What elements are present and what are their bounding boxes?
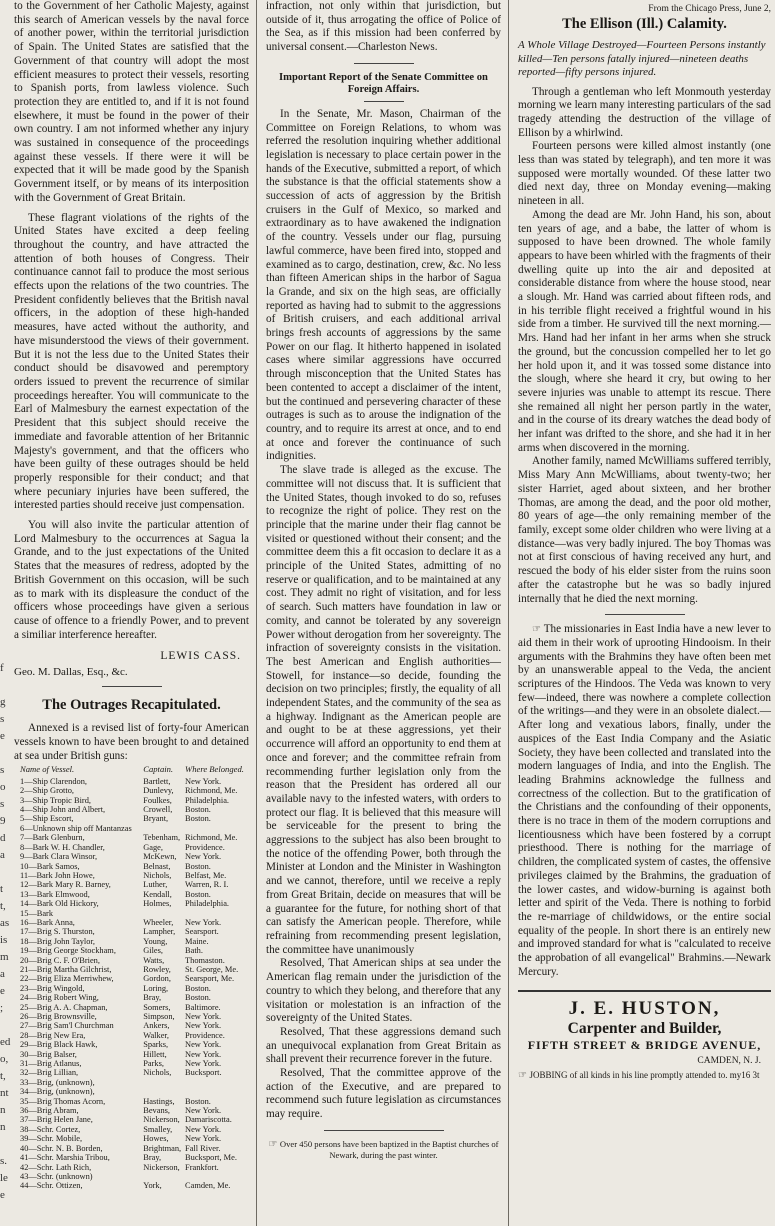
vessel-home-port — [185, 909, 250, 918]
margin-letter: e — [0, 1189, 5, 1201]
margin-letter: d — [0, 832, 6, 844]
margin-letter: t, — [0, 1070, 6, 1082]
margin-letter: a — [0, 968, 5, 980]
ellison-heading: The Ellison (Ill.) Calamity. — [562, 16, 727, 32]
margin-letter: nt — [0, 1087, 9, 1099]
margin-letter: s. — [0, 1155, 8, 1167]
vessel-name: 31—Brig Atlanus, — [20, 1059, 82, 1069]
vessels-table-header — [20, 763, 250, 776]
margin-letter: o, — [0, 1053, 9, 1065]
vessel-row — [20, 796, 250, 805]
vessel-captain: McKewn, — [143, 852, 177, 862]
vessel-row — [20, 843, 250, 852]
margin-letter: e — [0, 730, 5, 742]
vessel-name: 26—Brig Brownsville, — [20, 1012, 97, 1022]
pointer-hand-icon: ☞ — [532, 624, 544, 636]
vessel-row — [20, 946, 250, 955]
outrages-intro: Annexed is a revised list of forty-four American vessels known to have been brought to and detained at sea under British guns: — [14, 722, 249, 762]
source-line: From the Chicago Press, June 2, — [648, 4, 771, 14]
vessel-name: 29—Brig Black Hawk, — [20, 1040, 98, 1050]
continued-paragraph: infraction, not only within that jurisdiction, but outside of it, thus arrogating the office of Police of the Sea, as if this mission had been conferred by universal consent.—Charleston News. — [266, 0, 501, 54]
vessel-row — [20, 1125, 250, 1134]
vessel-home-port: Philadelphia. — [185, 795, 230, 805]
report-resolution: Resolved, That these aggressions demand such an unequivocal explanation from Great Britain as shall prevent their recurrence forever in the future. — [266, 1025, 501, 1066]
margin-letter: g — [0, 696, 6, 708]
vessel-name: 38—Schr. Cortez, — [20, 1124, 81, 1134]
margin-letter: m — [0, 951, 9, 963]
margin-letter: n — [0, 1121, 6, 1133]
column-rule-1 — [256, 0, 257, 1226]
missionaries-paragraph — [518, 623, 771, 979]
vessel-captain: Bryant, — [143, 814, 169, 824]
missionaries-text: The missionaries in East India have a new lever to aid them in their work of uprooting Hindooism. In their arguments with the Brahmins they have often been met by an unanswerable appeal to the Veda, the ancient scriptures of the Hindoos. The Veda was known to very few—indeed, there was nowhere a complete collection of the writings—and they were in an obsolete dialect.—After long and vexatious labors, finally, under the auspices of the East India Company and the Asiatic Society, they have been collected and translated into the modern languages of India, and into the English. The leading Brahmins acknowledge the fullness and correctness of the collection. But to the gratification of the Christians and the confounding of their opponents, there is no trace in them of the modern corruptions and licentiousness which have been fostered by a corrupt priesthood. There is nothing for the marriage of children, the complicated system of castes, the offensive privileges claimed by the Brahmins, the graduation of the lower castes, and widow-burning is against both letter and spirit of the Veda. There is nothing to forbid the re-marriage of childwidows, or the entire social equality of the people. In short there is an entirely new and improved standard for what is "calculated to receive the approbation of all evangelical" Brahmins.—Newark Mercury. — [518, 623, 772, 978]
vessel-captain: Loring, — [143, 983, 169, 993]
vessel-name: 25—Brig A. A. Chapman, — [20, 1002, 108, 1012]
vessel-name: 43—Schr. (unknown) — [20, 1171, 93, 1181]
vessel-home-port: Baltimore. — [185, 1002, 221, 1012]
vessels-table-body — [20, 777, 250, 1191]
margin-letter: t — [0, 883, 4, 895]
vessel-home-port: New York. — [185, 1124, 222, 1134]
vessel-name: 12—Bark Mary R. Barney, — [20, 880, 111, 890]
vessel-captain: Foulkes, — [143, 795, 172, 805]
vessel-captain: Bartlett, — [143, 776, 171, 786]
vessel-name: 23—Brig Wingold, — [20, 983, 85, 993]
vessel-captain: Nichols, — [143, 1068, 172, 1078]
vessel-name: 15—Bark — [20, 908, 54, 918]
vessel-captain: Gordon, — [143, 974, 171, 984]
vessel-row — [20, 1163, 250, 1172]
vessel-name: 41—Schr. Marshia Tribou, — [20, 1153, 110, 1163]
margin-letter: s — [0, 798, 5, 810]
pointer-hand-icon: ☞ — [518, 1069, 530, 1081]
ad-footer — [518, 1070, 771, 1081]
vessel-captain: Somers, — [143, 1002, 171, 1012]
header-captain: Captain. — [143, 764, 174, 775]
vessel-home-port: Boston. — [185, 861, 211, 871]
ellison-paragraph: Through a gentleman who left Monmouth yesterday morning we learn many interesting particulars of the sad tragedy attending the destruction of the village of Ellison by a whirlwind. — [518, 85, 771, 139]
vessel-row — [20, 824, 250, 833]
vessel-captain: Crowell, — [143, 805, 173, 815]
vessel-captain: Watts, — [143, 955, 165, 965]
vessel-name: 33—Brig, (unknown), — [20, 1077, 95, 1087]
vessel-home-port: Bath. — [185, 946, 203, 956]
vessel-name: 20—Brig C. F. O'Brien, — [20, 955, 100, 965]
vessel-name: 3—Ship Tropic Bird, — [20, 795, 91, 805]
vessel-home-port: Frankfort. — [185, 1162, 219, 1172]
ad-trade: Carpenter and Builder, — [567, 1019, 722, 1037]
margin-letter — [0, 677, 12, 694]
vessel-captain: Tebenham, — [143, 833, 181, 843]
vessel-home-port: New York. — [185, 1134, 222, 1144]
vessel-home-port: Boston. — [185, 889, 211, 899]
vessel-home-port: Boston. — [185, 814, 211, 824]
vessel-row — [20, 1144, 250, 1153]
vessel-row — [20, 805, 250, 814]
vessel-home-port: Warren, R. I. — [185, 880, 229, 890]
vessel-name: 18—Brig John Taylor, — [20, 936, 95, 946]
vessel-home-port — [185, 1087, 250, 1096]
vessel-captain: Bray, — [143, 993, 162, 1003]
vessel-name: 6—Unknown ship off Mantanzas — [20, 823, 132, 833]
vessel-captain: Wheeler, — [143, 917, 174, 927]
vessel-name: 28—Brig New Era, — [20, 1030, 86, 1040]
vessel-name: 27—Brig Sam'l Churchman — [20, 1021, 114, 1031]
section-divider — [605, 614, 685, 615]
vessel-name: 16—Bark Anna, — [20, 917, 75, 927]
section-divider — [324, 1130, 444, 1131]
vessel-home-port: New York. — [185, 1059, 222, 1069]
letter-paragraph: These flagrant violations of the rights of the United States have excited a deep feeling throughout the country, and have attracted the attention of both houses of Congress. Their continuance cannot fail to produce the most serious effects upon the relations of the two countries. The President confidently believes that the British naval officers, in the adoption of these high-handed measures, have acted without the authority, and have misunderstood the views of their government. But it is not the less due to the United States their conduct should be disavowed and peremptory orders issued to prevent the recurrence of similar proceedings hereafter. You will communicate to the Earl of Malmesbury the earnest expectation of the President that this subject should receive the immediate and favorable attention of her Britannic Majesty's government, and that the officers who have been guilty of these outrages should be held properly responsible for their conduct; and that where pecuniary injuries have been suffered, the interested parties should receive just compensation. — [14, 211, 249, 512]
vessel-captain: Kendall, — [143, 889, 172, 899]
vessel-home-port: New York. — [185, 1021, 222, 1031]
column-1 — [0, 0, 253, 1226]
vessel-row — [20, 1050, 250, 1059]
vessel-row — [20, 918, 250, 927]
vessel-captain: Gage, — [143, 842, 163, 852]
vessel-row — [20, 909, 250, 918]
vessel-row — [20, 833, 250, 842]
column-rule-2 — [508, 0, 509, 1226]
vessel-row — [20, 956, 250, 965]
vessel-row — [20, 862, 250, 871]
vessel-name: 37—Brig Helen Jane, — [20, 1115, 93, 1125]
vessel-home-port: Thomaston. — [185, 955, 225, 965]
letter-addressee: Geo. M. Dallas, Esq., &c. — [14, 666, 128, 679]
margin-letter: ed — [0, 1036, 11, 1048]
vessels-table — [20, 763, 250, 1190]
vessel-name: 19—Brig George Stockham, — [20, 946, 116, 956]
vessel-row — [20, 965, 250, 974]
baptism-note — [266, 1139, 501, 1160]
vessel-home-port: Boston. — [185, 805, 211, 815]
vessel-home-port: Richmond, Me. — [185, 833, 238, 843]
margin-letter: s — [0, 764, 5, 776]
baptism-note-text: Over 450 persons have been baptized in the Baptist churches of Newark, during the past winter. — [279, 1138, 499, 1160]
vessel-home-port: New York. — [185, 917, 222, 927]
vessel-captain: Simpson, — [143, 1012, 175, 1022]
vessel-row — [20, 1181, 250, 1190]
letter-paragraph: to the Government of her Catholic Majesty, against this search of American vessels by the naval force of another power, within the territorial jurisdiction of Spain. The United States are satisfied that the Government of that country will adopt the most efficient measures to protect their vessels, resorting to Spanish ports, from lawless violence. Such protection they are entitled to, and if it is not found elsewhere, it must be found in the power of their own country. I am not informed whether any injury was sustained in consequence of the proceedings against these vessels. If there were it will be expected that it will be made good by the Spanish Government itself, or by means of its interposition with the Government of Great Britain. — [14, 0, 249, 204]
vessel-row — [20, 974, 250, 983]
vessel-row — [20, 1031, 250, 1040]
huston-advertisement — [518, 990, 771, 1081]
vessel-home-port: Belfast, Me. — [185, 870, 227, 880]
vessel-home-port: Maine. — [185, 936, 209, 946]
margin-letter — [0, 1136, 12, 1153]
ad-address: FIFTH STREET & BRIDGE AVENUE, — [527, 1037, 762, 1052]
vessel-home-port: Boston. — [185, 983, 211, 993]
vessel-row — [20, 786, 250, 795]
vessel-name: 44—Schr. Ottizen, — [20, 1181, 83, 1191]
vessel-name: 36—Brig Abram, — [20, 1106, 79, 1116]
vessel-captain: Ankers, — [143, 1021, 170, 1031]
vessel-captain: Hillett, — [143, 1049, 167, 1059]
column-3 — [512, 0, 775, 1226]
section-divider — [102, 686, 162, 687]
vessel-name: 34—Brig, (unknown), — [20, 1087, 95, 1097]
vessel-captain — [143, 1172, 185, 1181]
vessel-home-port: Providence. — [185, 1030, 225, 1040]
vessel-captain: Rowley, — [143, 964, 171, 974]
margin-letter: a — [0, 849, 5, 861]
vessel-home-port: Boston. — [185, 1096, 211, 1106]
vessel-name: 42—Schr. Lath Rich, — [20, 1162, 92, 1172]
vessel-home-port: Philadelphia. — [185, 899, 230, 909]
vessel-captain: Howes, — [143, 1134, 169, 1144]
column-2 — [260, 0, 505, 1226]
margin-letter: is — [0, 934, 8, 946]
vessel-name: 14—Bark Old Hickory, — [20, 899, 99, 909]
report-paragraph: In the Senate, Mr. Mason, Chairman of the Committee on Foreign Relations, to whom was referred the resolution inquiring whether additional legislation is necessary to place certain power in the hands of the Executive, submitted a report, of which the substance is that the official statements show a succession of acts of aggression by the British cruisers in the Gulf of Mexico, so marked and extraordinary as to have awakened the indignation of the country. Vessels under our flag, pursuing lawful commerce, have been fired into, stopped and examined as to cargo, destination, crew, &c. No less than fifteen American ships in the harbor of Sagua la Grande, and six on the high seas, are officially reported as having had to submit to the aggressions of British cruisers, and each additional arrival brings fresh accounts of aggressions by the same Power on our flag. It hitherto happened in isolated cases where similar aggressions have occurred through misconception that the United States has been contented to accept a disclaimer of the intent, but the continued and persevering character of these outrages is such as to arouse the indignation of the country, and to require its arrest at once, and to end at once and forever the continuance of such indignities. — [266, 107, 501, 463]
vessel-row — [20, 1134, 250, 1143]
vessel-name: 24—Brig Robert Wing, — [20, 993, 99, 1003]
margin-letter: o — [0, 781, 6, 793]
vessel-name: 11—Bark John Howe, — [20, 870, 95, 880]
vessel-captain: Holmes, — [143, 899, 172, 909]
vessel-name: 4—Ship John and Albert, — [20, 805, 106, 815]
header-belonged: Where Belonged. — [185, 764, 244, 775]
vessel-row — [20, 1003, 250, 1012]
section-divider — [354, 63, 414, 64]
vessel-row — [20, 984, 250, 993]
vessel-captain: Bevans, — [143, 1106, 170, 1116]
vessel-home-port: New York. — [185, 776, 222, 786]
ellison-deck: A Whole Village Destroyed—Fourteen Persons instantly killed—Ten persons fatally injured—nineteen deaths reported—fifty persons injured. — [518, 39, 766, 78]
vessel-captain: Dunlevy, — [143, 786, 174, 796]
margin-letter — [0, 1017, 12, 1034]
report-resolution: Resolved, That the committee approve of the action of the Executive, and are prepared to recommend such future legislation as circumstances may require. — [266, 1067, 501, 1121]
ad-name: J. E. HUSTON, — [568, 997, 721, 1019]
vessel-home-port: Fall River. — [185, 1143, 221, 1153]
vessel-name: 8—Bark W. H. Chandler, — [20, 842, 105, 852]
vessel-name: 1—Ship Clarendon, — [20, 776, 87, 786]
vessel-name: 32—Brig Lillian, — [20, 1068, 79, 1078]
vessel-row — [20, 1059, 250, 1068]
vessel-name: 40—Schr. N. B. Borden, — [20, 1143, 103, 1153]
vessel-captain — [143, 1078, 185, 1087]
ellison-paragraph: Another family, named McWilliams suffered terribly, Miss Mary Ann McWilliams, about twenty-two; her sister Harriet, aged about sixteen, and her brother Thomas, are among the dead, and the poor old mother, 80 years of age—the only remaining member of the family, except some older children who were living at a distance—was very badly injured. The boy Thomas was not at first conscious of having received any hurt, and rescued the body of his elder sister from the ruins soon after the catastrophe but he was so badly injured internally that he died the next morning. — [518, 455, 771, 605]
vessel-captain — [143, 909, 185, 918]
vessel-home-port: New York. — [185, 1040, 222, 1050]
margin-letter: e — [0, 985, 5, 997]
vessel-row — [20, 890, 250, 899]
vessel-home-port: Richmond, Me. — [185, 786, 238, 796]
vessel-name: 5—Ship Escort, — [20, 814, 74, 824]
vessel-captain: Nickerson, — [143, 1162, 180, 1172]
vessel-row — [20, 1153, 250, 1162]
vessel-home-port: Boston. — [185, 993, 211, 1003]
vessel-row — [20, 1106, 250, 1115]
vessel-row — [20, 852, 250, 861]
vessel-home-port: Camden, Me. — [185, 1181, 231, 1191]
vessel-home-port — [185, 1078, 250, 1087]
vessel-captain: Belnast, — [143, 861, 171, 871]
vessel-name: 9—Bark Clara Winsor, — [20, 852, 98, 862]
vessel-row — [20, 1068, 250, 1077]
vessel-home-port — [185, 824, 250, 833]
header-vessel: Name of Vessel. — [20, 764, 75, 775]
vessel-home-port: New York. — [185, 1106, 222, 1116]
vessel-name: 7—Bark Glenburn, — [20, 833, 85, 843]
vessel-row — [20, 880, 250, 889]
vessel-name: 39—Schr. Mobile, — [20, 1134, 83, 1144]
vessel-captain: Walker, — [143, 1030, 169, 1040]
margin-letter: s — [0, 713, 5, 725]
vessel-home-port: Damariscotta. — [185, 1115, 232, 1125]
vessel-captain — [143, 1087, 185, 1096]
vessel-captain: Lampher, — [143, 927, 176, 937]
vessel-row — [20, 927, 250, 936]
margin-letter: 9 — [0, 815, 6, 827]
vessel-captain: Luther, — [143, 880, 168, 890]
ad-city: CAMDEN, N. J. — [697, 1055, 761, 1066]
vessel-row — [20, 993, 250, 1002]
vessel-captain: Nichols, — [143, 870, 172, 880]
ellison-paragraph: Fourteen persons were killed almost instantly (one less than was stated by telegraph), and ten more it was supposed were mortally wounded. Of these latter two died next day, three on Monday evening—making nineteen in all. — [518, 140, 771, 208]
section-divider — [364, 101, 404, 102]
vessel-row — [20, 1012, 250, 1021]
letter-signature: LEWIS CASS. — [160, 650, 241, 663]
margin-letter: le — [0, 1172, 8, 1184]
vessel-name: 22—Brig Eliza Merriwhew, — [20, 974, 114, 984]
vessel-captain: Parks, — [143, 1059, 164, 1069]
vessel-captain: Giles, — [143, 946, 164, 956]
vessel-home-port: Searsport. — [185, 927, 219, 937]
vessel-home-port: New York. — [185, 1049, 222, 1059]
vessel-home-port: Bucksport. — [185, 1068, 222, 1078]
ellison-paragraph: Among the dead are Mr. John Hand, his son, about ten years of age, and a babe, the latter of whom is supposed to have been drowned. The whole family appears to have been whirled with the fragments of their dwelling quite up into the air and deposited at considerable distance from where the house stood, near a slough. Mr. Hand was carried about fifteen rods, and in his terrible flight received a frightful wound in his side from a timber. He survived till the next morning.—Mrs. Hand had her infant in her arms when she struck the ground, but the concussion compelled her to let go her hold upon it, and it was tossed some distance into the slough, where she heard it cry, but owing to her severe injuries was unable to attempt its rescue. There she remained all night her person partly in the water, and in the course of its dreary watches the dead body of her infant was drifted to the shore, and she had it in her arms when discovered in the morning. — [518, 208, 771, 454]
vessel-name: 17—Brig S. Thurston, — [20, 927, 95, 937]
vessel-captain: Brightman, — [143, 1143, 182, 1153]
vessel-captain: York, — [143, 1181, 162, 1191]
vessel-home-port: Providence. — [185, 842, 225, 852]
outrages-heading: The Outrages Recapitulated. — [42, 697, 221, 714]
vessel-row — [20, 1087, 250, 1096]
margin-letters — [0, 660, 12, 1204]
vessel-home-port: Bucksport, Me. — [185, 1153, 237, 1163]
vessel-row — [20, 814, 250, 823]
vessel-captain: Hastings, — [143, 1096, 175, 1106]
margin-letter: ; — [0, 1002, 4, 1014]
vessel-row — [20, 1115, 250, 1124]
vessel-captain: Smalley, — [143, 1124, 173, 1134]
report-heading: Important Report of the Senate Committee on Foreign Affairs. — [279, 71, 488, 96]
margin-letter: f — [0, 662, 4, 674]
vessel-home-port: Searsport, Me. — [185, 974, 235, 984]
vessel-row — [20, 1172, 250, 1181]
margin-letter: as — [0, 917, 10, 929]
margin-letter — [0, 864, 12, 881]
vessel-home-port — [185, 1172, 250, 1181]
vessel-row — [20, 1040, 250, 1049]
vessel-captain: Young, — [143, 936, 168, 946]
vessel-name: 2—Ship Grotto, — [20, 786, 74, 796]
vessel-row — [20, 937, 250, 946]
vessel-row — [20, 1021, 250, 1030]
vessel-home-port: New York. — [185, 1012, 222, 1022]
vessel-home-port: St. George, Me. — [185, 964, 239, 974]
vessel-row — [20, 871, 250, 880]
ad-code: my16 3t — [729, 1069, 760, 1080]
margin-letter: t, — [0, 900, 6, 912]
vessel-row — [20, 777, 250, 786]
vessel-captain — [143, 824, 185, 833]
vessel-name: 35—Brig Thomas Acorn, — [20, 1096, 106, 1106]
ad-footer-text: JOBBING of all kinds in his line promptly attended to. — [529, 1069, 728, 1080]
vessel-row — [20, 899, 250, 908]
letter-paragraph: You will also invite the particular attention of Lord Malmesbury to the occurrences at Sagua la Grande, and to the just expectations of the United States that the measures of redress, adopted by the British Government on this occasion, will be such as to mark with its displeasure the conduct of the officers whose proceedings have given a serious cause of offence to a friendly Power, and to prevent a similiar interference hereafter. — [14, 519, 249, 641]
vessel-captain: Nickerson, — [143, 1115, 180, 1125]
margin-letter: n — [0, 1104, 6, 1116]
report-paragraph: The slave trade is alleged as the excuse. The committee will not discuss that. It is sufficient that the United States, though invoked to do so, refuses to recognize the right of police. They rest on the principle that the marine under their flag cannot be visited or questioned without their consent; and the committee deem this a fit occasion to declare it as a principle of the United States, admitting of no reserve or qualification, and to be maintained at any cost. They admit no right of visitation, and for less of search. Such matters have foundation in law or comity, and cannot be tolerated by any sovereign Power without derogation from her sovereignty. The infraction of sovereignty consists in the visitation. The best American and English authorities—Stowell, for instance—so decide, founding the decision on two principles; firstly, the equality of all independent States, and the community of the sea as a highway. Indignant as the American people are and ought to be at these aggressions, yet their occurrence will afford an opportunity to end them at once and forever; and the committee refrain from recommending further legislation only from the reason that the President has ordered all our available navy to the infested waters, with orders to protect our flag. It is believed that this measure will be serviceable for the present to bring the aggressions to the subject has also been brought to the notice of the offending Power, both through the Minister at London and the Minister in Washington and we cannot, therefore, until we receive a reply from Great Britain, decide on measures that will be a guarantee for the future, for nothing short of that can satisfy the American people. Therefore, while refraining from recommending present legislation, the committee have unanimously — [266, 464, 501, 956]
vessel-name: 21—Brig Martha Gilchrist, — [20, 964, 112, 974]
pointer-hand-icon: ☞ — [268, 1138, 280, 1150]
vessel-row — [20, 1097, 250, 1106]
vessel-name: 30—Brig Balser, — [20, 1049, 77, 1059]
vessel-name: 13—Bark Elmwood, — [20, 889, 90, 899]
vessel-name: 10—Bark Samos, — [20, 861, 80, 871]
vessel-row — [20, 1078, 250, 1087]
margin-letter — [0, 745, 12, 762]
vessel-home-port: New York. — [185, 852, 222, 862]
vessel-captain: Bray, — [143, 1153, 162, 1163]
vessel-captain: Sparks, — [143, 1040, 169, 1050]
report-resolution: Resolved, That American ships at sea under the American flag remain under the jurisdiction of the country to which they belong, and therefore that any visitation or molestation is an infraction of the sovereignty of the United States. — [266, 957, 501, 1025]
